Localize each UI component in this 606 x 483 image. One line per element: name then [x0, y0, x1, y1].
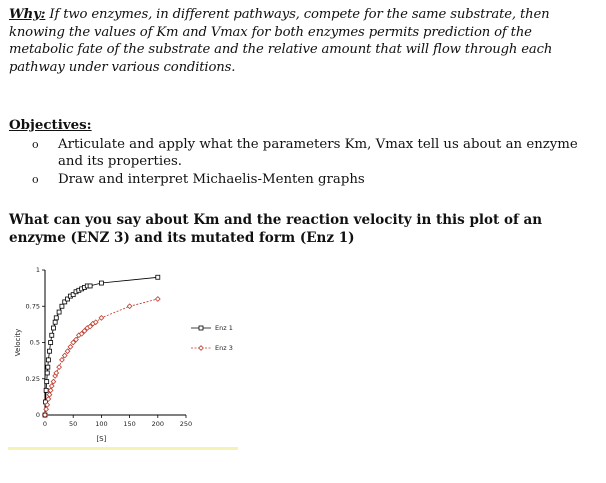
- objective-text: Articulate and apply what the parameters Km, Vmax tell us about an enzyme and its properties.: [58, 137, 578, 169]
- x-axis-label: [S]: [96, 435, 107, 443]
- why-paragraph: [9, 6, 599, 76]
- data-point-enz3: [68, 345, 73, 350]
- objectives-heading: Objectives:: [9, 117, 92, 133]
- x-tick-label: 250: [179, 420, 193, 428]
- y-tick-label: 0: [35, 411, 40, 419]
- data-point-enz1: [156, 275, 160, 279]
- data-point-enz3: [47, 392, 52, 397]
- list-item: [32, 136, 592, 170]
- list-item: [32, 171, 592, 188]
- legend-marker: [199, 346, 204, 351]
- data-point-enz3: [65, 349, 70, 354]
- x-tick-label: 100: [95, 420, 108, 428]
- data-point-enz1: [60, 304, 64, 308]
- data-point-enz1: [54, 316, 58, 320]
- objectives-list: [32, 136, 592, 189]
- data-point-enz3: [127, 304, 132, 309]
- bullet-icon: o: [32, 173, 39, 186]
- legend-marker: [199, 326, 203, 330]
- data-point-enz3: [62, 353, 67, 358]
- data-point-enz1: [53, 320, 57, 324]
- legend-label: Enz 1: [215, 324, 233, 333]
- y-tick-label: 0.25: [25, 374, 40, 383]
- question-text: What can you say about Km and the reaction velocity in this plot of an enzyme (ENZ 3) and its mutated form (Enz 1): [9, 212, 543, 246]
- x-tick-label: 200: [151, 420, 165, 428]
- data-point-enz1: [46, 365, 50, 369]
- data-point-enz1: [88, 284, 92, 288]
- y-axis-label: Velocity: [14, 328, 22, 357]
- y-tick-label: 1: [35, 266, 40, 274]
- y-tick-label: 0.5: [29, 338, 40, 347]
- legend-label: Enz 3: [215, 344, 233, 353]
- data-point-enz1: [57, 310, 61, 314]
- data-point-enz1: [45, 371, 49, 375]
- data-point-enz3: [99, 316, 104, 321]
- data-point-enz1: [46, 358, 50, 362]
- x-tick-label: 50: [69, 420, 78, 428]
- y-tick-label: 0.75: [25, 302, 40, 311]
- data-point-enz1: [51, 326, 55, 330]
- data-point-enz1: [48, 349, 52, 353]
- series-line-1: [45, 277, 158, 415]
- michaelis-menten-chart: [8, 262, 248, 447]
- why-text: If two enzymes, in different pathways, compete for the same substrate, then knowing the values of Km and Vmax for both enzymes permits prediction of the metabolic fate of the substrate and the relative amount that will flow through each pathway under various conditions.: [9, 7, 553, 75]
- x-tick-label: 0: [42, 420, 48, 428]
- x-tick-label: 150: [123, 420, 136, 428]
- data-point-enz3: [57, 365, 62, 370]
- data-point-enz1: [44, 388, 48, 392]
- data-point-enz1: [50, 333, 54, 337]
- data-point-enz1: [99, 281, 103, 285]
- data-point-enz1: [45, 380, 49, 384]
- data-point-enz1: [49, 341, 53, 345]
- data-point-enz3: [156, 297, 161, 302]
- plot-area: [14, 266, 233, 443]
- bullet-icon: o: [32, 138, 39, 151]
- why-label: Why:: [9, 7, 46, 22]
- data-point-enz3: [60, 358, 65, 363]
- data-point-enz3: [48, 388, 53, 393]
- objective-text: Draw and interpret Michaelis-Menten graphs: [58, 172, 365, 187]
- highlight-line: [8, 447, 238, 450]
